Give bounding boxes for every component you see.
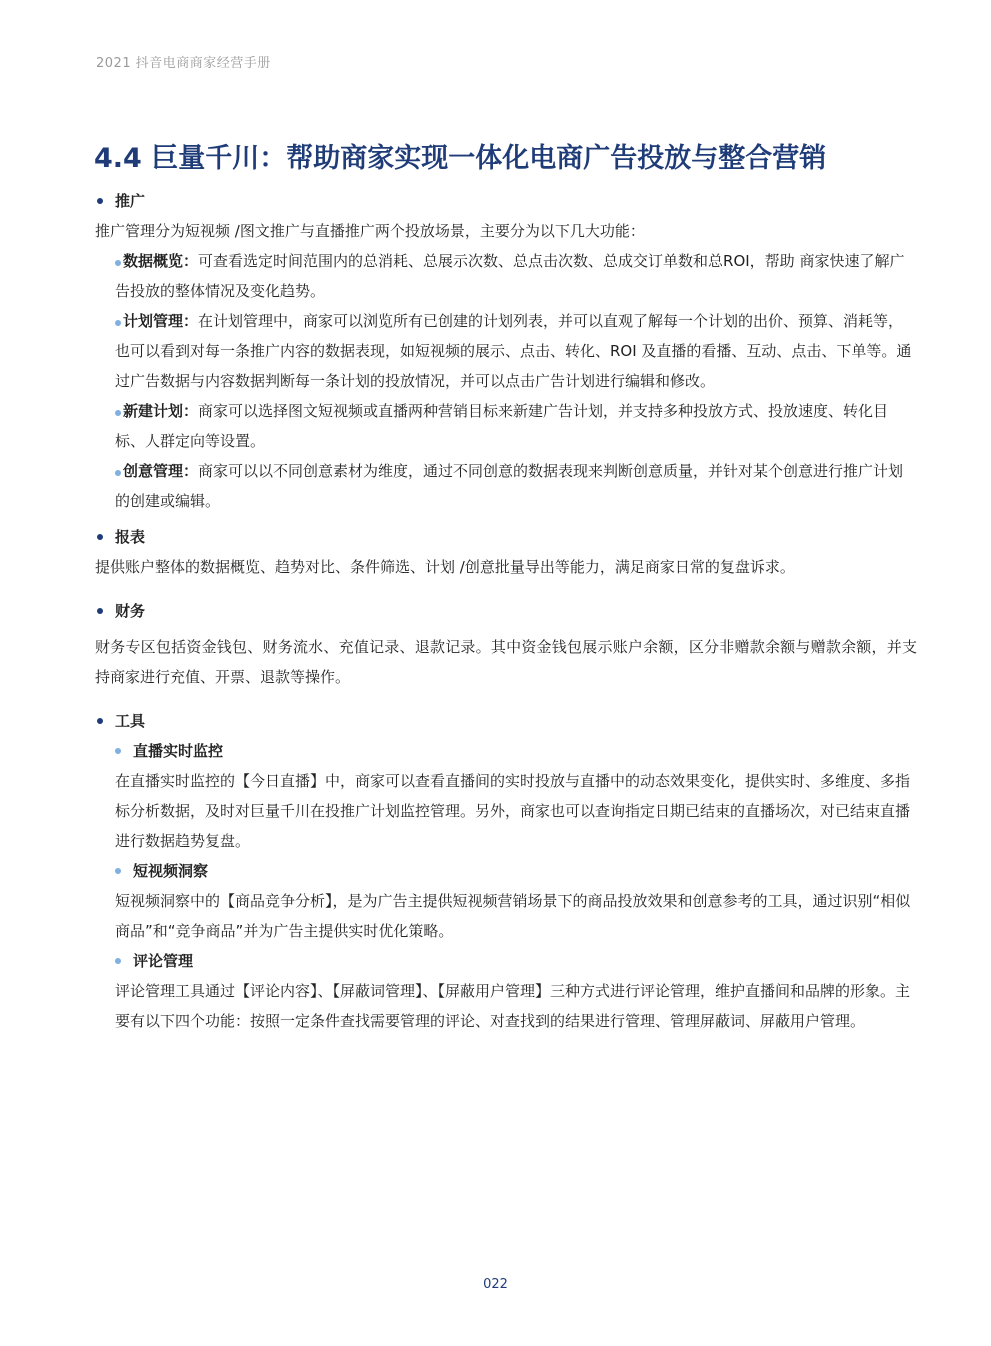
bullet-icon: [115, 748, 121, 754]
section-heading-finance: [95, 596, 917, 626]
tool-text: 短视频洞察中的【商品竞争分析】，是为广告主提供短视频营销场景下的商品投放效果和创意参考的工具，通过识别“相似商品”和“竞争商品”并为广告主提供实时优化策略。: [115, 892, 911, 940]
item-text: 商家可以以不同创意素材为维度，通过不同创意的数据表现来判断创意质量，并针对某个创意进行推广计划的创建或编辑。: [115, 462, 904, 510]
section-heading-promotion: [95, 186, 917, 216]
tool-heading-label: 短视频洞察: [133, 862, 209, 880]
running-header: 2021 抖音电商商家经营手册: [96, 56, 271, 71]
bullet-icon: [115, 410, 121, 416]
list-item: [115, 456, 917, 516]
list-item: [115, 306, 917, 396]
item-text: 商家可以选择图文短视频或直播两种营销目标来新建广告计划，并支持多种投放方式、投放速度、转化目标、人群定向等设置。: [115, 402, 889, 450]
section-heading-reports: [95, 522, 917, 552]
tool-heading-short-video-insight: [95, 856, 917, 886]
bullet-icon: [115, 320, 121, 326]
list-item: [115, 246, 917, 306]
bullet-icon: [97, 718, 103, 724]
section-heading-label: 工具: [115, 712, 146, 730]
promotion-feature-list: [95, 246, 917, 516]
tool-heading-live-monitor: [95, 736, 917, 766]
bullet-icon: [115, 260, 121, 266]
section-heading-tools: [95, 706, 917, 736]
promotion-intro: 推广管理分为短视频 /图文推广与直播推广两个投放场景，主要分为以下几大功能：: [95, 222, 645, 240]
tool-heading-label: 评论管理: [133, 952, 194, 970]
main-content: [95, 186, 917, 1036]
item-label: 创意管理：: [123, 462, 199, 480]
bullet-icon: [97, 608, 103, 614]
tool-heading-comment-management: [95, 946, 917, 976]
page-title: 4.4 巨量千川：帮助商家实现一体化电商广告投放与整合营销: [94, 143, 827, 174]
bullet-icon: [97, 198, 103, 204]
item-label: 新建计划：: [123, 402, 199, 420]
list-item: [115, 396, 917, 456]
item-label: 数据概览：: [123, 252, 199, 270]
tool-heading-label: 直播实时监控: [133, 742, 224, 760]
bullet-icon: [115, 958, 121, 964]
tool-text: 评论管理工具通过【评论内容】、【屏蔽词管理】、【屏蔽用户管理】三种方式进行评论管理，维护直播间和品牌的形象。主要有以下四个功能：按照一定条件查找需要管理的评论、对查找到的结果进行管理、管理屏蔽词、屏蔽用户管理。: [115, 982, 911, 1030]
bullet-icon: [115, 868, 121, 874]
page-number: 022: [483, 1277, 508, 1292]
reports-text: 提供账户整体的数据概览、趋势对比、条件筛选、计划 /创意批量导出等能力，满足商家日常的复盘诉求。: [95, 558, 795, 576]
tool-text: 在直播实时监控的【今日直播】中，商家可以查看直播间的实时投放与直播中的动态效果变化，提供实时、多维度、多指标分析数据，及时对巨量千川在投推广计划监控管理。另外，商家也可以查询指定日期已结束的直播场次，对已结束直播进行数据趋势复盘。: [115, 772, 911, 850]
section-heading-label: 推广: [115, 192, 146, 210]
item-text: 在计划管理中，商家可以浏览所有已创建的计划列表，并可以直观了解每一个计划的出价、预算、消耗等，也可以看到对每一条推广内容的数据表现，如短视频的展示、点击、转化、ROI 及直播的看播、互动、点击、下单等。通过广告数据与内容数据判断每一条计划的投放情况，并可以点击广告计划进行编辑和修改。: [115, 312, 912, 390]
finance-text: 财务专区包括资金钱包、财务流水、充值记录、退款记录。其中资金钱包展示账户余额，区分非赠款余额与赠款余额，并支持商家进行充值、开票、退款等操作。: [95, 638, 917, 686]
item-label: 计划管理：: [123, 312, 199, 330]
section-heading-label: 财务: [115, 602, 146, 620]
bullet-icon: [115, 470, 121, 476]
bullet-icon: [97, 534, 103, 540]
section-heading-label: 报表: [115, 528, 146, 546]
item-text: 可查看选定时间范围内的总消耗、总展示次数、总点击次数、总成交订单数和总ROI，帮助 商家快速了解广告投放的整体情况及变化趋势。: [115, 252, 905, 300]
